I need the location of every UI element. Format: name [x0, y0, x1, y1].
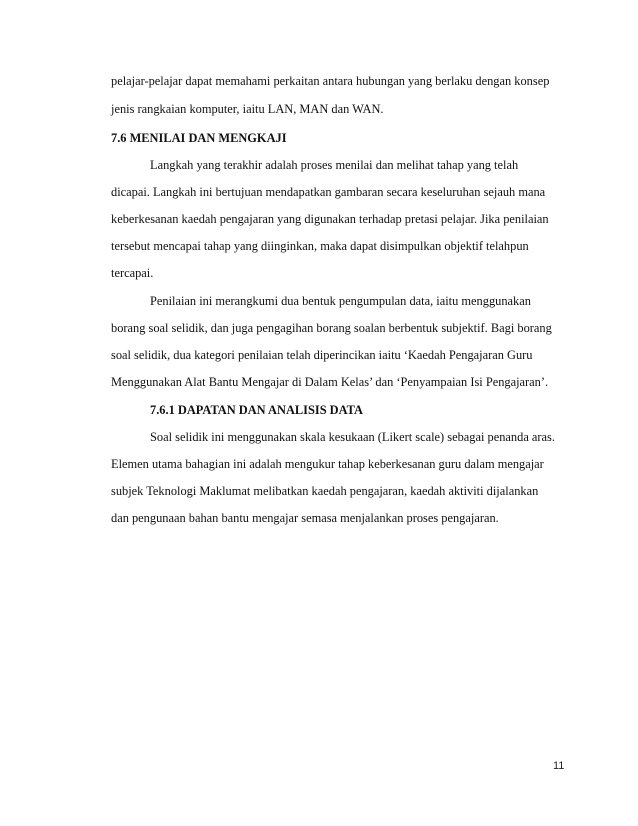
intro-line-1: pelajar-pelajar dapat memahami perkaitan antara hubungan yang berlaku dengan konsep: [111, 74, 550, 88]
para1-line-5: tercapai.: [111, 266, 154, 280]
para2-line-2: borang soal selidik, dan juga pengagihan borang soalan berbentuk subjektif. Bagi borang: [111, 321, 552, 335]
section-heading: 7.6 MENILAI DAN MENGKAJI: [111, 131, 287, 145]
para1-line-2: dicapai. Langkah ini bertujuan mendapatkan gambaran secara keseluruhan sejauh mana: [111, 185, 546, 199]
para3-line-2: Elemen utama bahagian ini adalah mengukur tahap keberkesanan guru dalam mengajar: [111, 457, 544, 471]
para2-line-4: Menggunakan Alat Bantu Mengajar di Dalam Kelas’ dan ‘Penyampaian Isi Pengajaran’.: [111, 375, 549, 389]
para2-line-1: Penilaian ini merangkumi dua bentuk pengumpulan data, iaitu menggunakan: [150, 294, 531, 308]
para2-line-3: soal selidik, dua kategori penilaian telah diperincikan iaitu ‘Kaedah Pengajaran Guru: [111, 348, 533, 362]
intro-line-2: jenis rangkaian komputer, iaitu LAN, MAN dan WAN.: [111, 102, 384, 116]
para1-line-1: Langkah yang terakhir adalah proses menilai dan melihat tahap yang telah: [150, 158, 519, 172]
para1-line-3: keberkesanan kaedah pengajaran yang digunakan terhadap pretasi pelajar. Jika penilaian: [111, 212, 549, 226]
para1-line-4: tersebut mencapai tahap yang diinginkan, maka dapat disimpulkan objektif telahpun: [111, 239, 529, 253]
para3-line-1: Soal selidik ini menggunakan skala kesukaan (Likert scale) sebagai penanda aras.: [150, 430, 555, 444]
subsection-heading: 7.6.1 DAPATAN DAN ANALISIS DATA: [150, 403, 363, 417]
para3-line-4: dan pengunaan bahan bantu mengajar semasa menjalankan proses pengajaran.: [111, 511, 499, 525]
page-number: 11: [553, 760, 565, 772]
para3-line-3: subjek Teknologi Maklumat melibatkan kaedah pengajaran, kaedah aktiviti dijalankan: [111, 484, 539, 498]
